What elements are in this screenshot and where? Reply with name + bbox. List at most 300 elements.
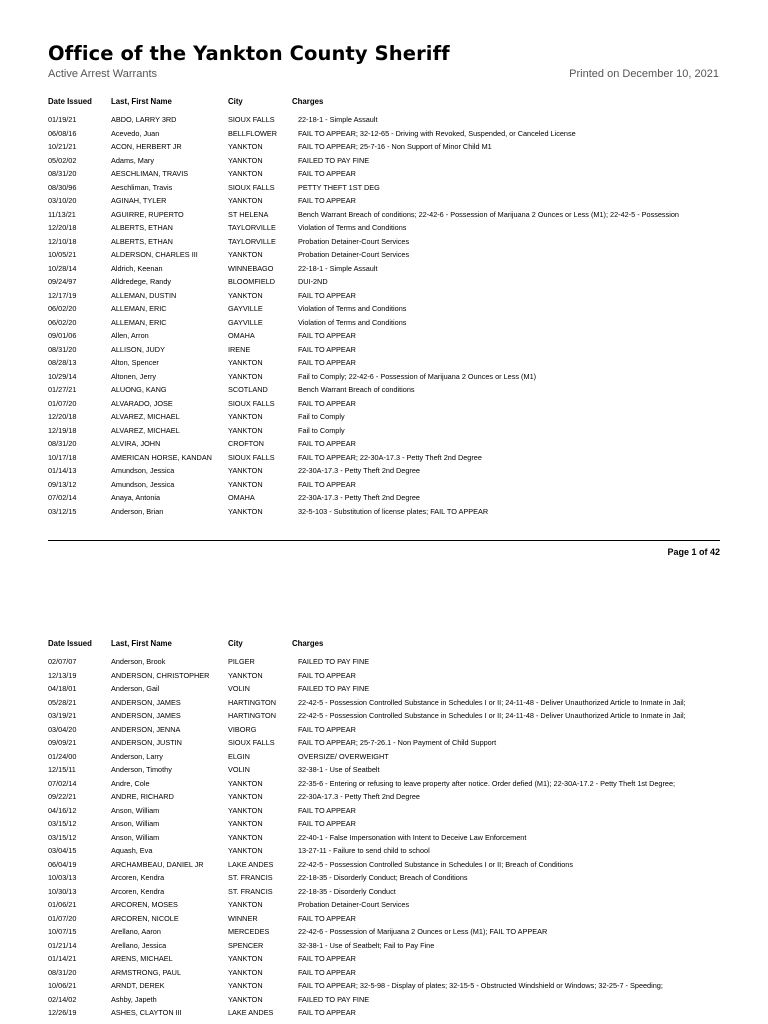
city-cell: YANKTON <box>228 142 263 151</box>
charges-cell: DUI-2ND <box>298 277 328 286</box>
date-issued-cell: 08/31/20 <box>48 439 77 448</box>
date-issued-cell: 06/02/20 <box>48 304 77 313</box>
date-issued-cell: 01/19/21 <box>48 115 77 124</box>
charges-cell: Probation Detainer-Court Services <box>298 250 410 259</box>
city-cell: YANKTON <box>228 466 263 475</box>
table-row <box>0 912 768 926</box>
charges-cell: 22-42-5 - Possession Controlled Substance in Schedules I or II; 24-11-48 - Deliver Unauthorized Article to Inmate in Jail; <box>298 711 686 720</box>
charges-cell: FAIL TO APPEAR <box>298 805 356 815</box>
name-cell: Anderson, Gail <box>111 684 160 693</box>
charges-cell: 22-40-1 - False Impersonation with Intent to Deceive Law Enforcement <box>298 832 527 842</box>
charges-cell: FAIL TO APPEAR; 25-7-16 - Non Support of Minor Child M1 <box>298 142 492 151</box>
city-cell: VOLIN <box>228 765 250 774</box>
date-issued-cell: 03/10/20 <box>48 196 77 205</box>
date-issued-cell: 01/24/00 <box>48 751 77 761</box>
charges-cell: FAIL TO APPEAR; 32-5-98 - Display of plates; 32-15-5 - Obstructed Windshield or Windows; 32-25-7 - Speeding; <box>298 981 663 990</box>
charges-cell: FAILED TO PAY FINE <box>298 657 370 666</box>
name-cell: ANDERSON, JENNA <box>111 724 181 734</box>
column-header-date: Date Issued <box>48 96 92 106</box>
name-cell: Allen, Arron <box>111 331 149 340</box>
table-row <box>0 966 768 980</box>
charges-cell: Probation Detainer-Court Services <box>298 236 410 246</box>
name-cell: Aeschliman, Travis <box>111 182 173 192</box>
city-cell: SIOUX FALLS <box>228 115 275 124</box>
charges-cell: 13-27-11 - Failure to send child to school <box>298 846 430 855</box>
charges-cell: 22-35-6 - Entering or refusing to leave property after notice. Order defied (M1); 22-30A-17.2 - Petty Theft 1st Degree; <box>298 778 676 788</box>
date-issued-cell: 08/31/20 <box>48 169 77 178</box>
city-cell: TAYLORVILLE <box>228 236 276 246</box>
city-cell: GAYVILLE <box>228 317 263 327</box>
charges-cell: FAIL TO APPEAR <box>298 398 356 408</box>
date-issued-cell: 12/15/11 <box>48 765 76 774</box>
name-cell: ALLEMAN, ERIC <box>111 304 167 313</box>
date-issued-cell: 01/27/21 <box>48 385 77 394</box>
charges-cell: FAILED TO PAY FINE <box>298 994 370 1004</box>
name-cell: Amundson, Jessica <box>111 466 175 475</box>
date-issued-cell: 05/28/21 <box>48 697 77 707</box>
city-cell: YANKTON <box>228 805 263 815</box>
charges-cell: FAIL TO APPEAR; 22-30A-17.3 - Petty Theft 2nd Degree <box>298 452 482 462</box>
city-cell: YANKTON <box>228 155 263 165</box>
report-title: Office of the Yankton County Sheriff <box>48 42 450 65</box>
table-row <box>0 329 768 343</box>
table-row <box>0 858 768 872</box>
table-row <box>0 790 768 804</box>
city-cell: GAYVILLE <box>228 304 263 313</box>
city-cell: SIOUX FALLS <box>228 452 275 462</box>
table-row <box>0 709 768 723</box>
city-cell: ST. FRANCIS <box>228 886 273 896</box>
charges-cell: FAIL TO APPEAR <box>298 670 356 680</box>
table-row <box>0 451 768 465</box>
date-issued-cell: 11/13/21 <box>48 209 76 219</box>
name-cell: ABDO, LARRY 3RD <box>111 115 177 124</box>
table-row <box>0 885 768 899</box>
name-cell: AGUIRRE, RUPERTO <box>111 209 184 219</box>
date-issued-cell: 01/14/13 <box>48 466 77 475</box>
charges-cell: 32-38-1 - Use of Seatbelt; Fail to Pay Fine <box>298 940 435 950</box>
city-cell: YANKTON <box>228 196 263 205</box>
column-header-charges: Charges <box>292 96 324 106</box>
table-row <box>0 221 768 235</box>
table-row <box>0 248 768 262</box>
charges-cell: FAIL TO APPEAR <box>298 954 356 963</box>
name-cell: ARENS, MICHAEL <box>111 954 173 963</box>
city-cell: MERCEDES <box>228 927 270 936</box>
table-row <box>0 777 768 791</box>
table-row <box>0 356 768 370</box>
city-cell: PILGER <box>228 657 255 666</box>
date-issued-cell: 12/13/19 <box>48 670 77 680</box>
date-issued-cell: 03/04/20 <box>48 724 77 734</box>
name-cell: Alton, Spencer <box>111 358 159 367</box>
date-issued-cell: 08/30/96 <box>48 182 77 192</box>
name-cell: ARCOREN, MOSES <box>111 900 178 909</box>
table-row <box>0 316 768 330</box>
name-cell: ANDERSON, JAMES <box>111 697 181 707</box>
table-row <box>0 383 768 397</box>
city-cell: ELGIN <box>228 751 250 761</box>
table-row <box>0 655 768 669</box>
name-cell: ALBERTS, ETHAN <box>111 236 173 246</box>
city-cell: TAYLORVILLE <box>228 223 276 232</box>
charges-cell: 22-18-35 - Disorderly Conduct; Breach of Conditions <box>298 873 468 882</box>
city-cell: IRENE <box>228 344 251 354</box>
table-row <box>0 682 768 696</box>
name-cell: ALDERSON, CHARLES III <box>111 250 198 259</box>
charges-cell: 22-42-5 - Possession Controlled Substance in Schedules I or II; Breach of Conditions <box>298 859 574 869</box>
name-cell: Alldredege, Randy <box>111 277 172 286</box>
table-row <box>0 669 768 683</box>
charges-cell: 22-42-5 - Possession Controlled Substance in Schedules I or II; 24-11-48 - Deliver Unauthorized Article to Inmate in Jail; <box>298 697 686 707</box>
name-cell: ALVAREZ, MICHAEL <box>111 425 180 435</box>
date-issued-cell: 10/30/13 <box>48 886 77 896</box>
table-row <box>0 925 768 939</box>
name-cell: ALVARADO, JOSE <box>111 398 173 408</box>
name-cell: Altonen, Jerry <box>111 371 157 381</box>
table-row <box>0 478 768 492</box>
date-issued-cell: 06/08/16 <box>48 128 77 138</box>
name-cell: AGINAH, TYLER <box>111 196 167 205</box>
table-row <box>0 194 768 208</box>
column-header-date: Date Issued <box>48 638 92 648</box>
city-cell: ST HELENA <box>228 209 269 219</box>
date-issued-cell: 09/13/12 <box>48 479 77 489</box>
table-row <box>0 262 768 276</box>
table-row <box>0 993 768 1007</box>
city-cell: ST. FRANCIS <box>228 873 273 882</box>
charges-cell: 22-42-6 - Possession of Marijuana 2 Ounces or Less (M1); FAIL TO APPEAR <box>298 927 548 936</box>
table-row <box>0 424 768 438</box>
charges-cell: Violation of Terms and Conditions <box>298 304 407 313</box>
charges-cell: Bench Warrant Breach of conditions; 22-42-6 - Possession of Marijuana 2 Ounces or Less (M1); 22-42-5 - Possession <box>298 209 679 219</box>
city-cell: YANKTON <box>228 250 263 259</box>
name-cell: Arcoren, Kendra <box>111 886 165 896</box>
date-issued-cell: 12/26/19 <box>48 1008 77 1017</box>
table-row <box>0 736 768 750</box>
name-cell: ANDERSON, JAMES <box>111 711 181 720</box>
report-page-2 <box>0 575 768 1024</box>
table-row <box>0 491 768 505</box>
charges-cell: Violation of Terms and Conditions <box>298 317 407 327</box>
city-cell: LAKE ANDES <box>228 1008 274 1017</box>
charges-cell: FAIL TO APPEAR <box>298 196 356 205</box>
date-issued-cell: 08/31/20 <box>48 967 77 977</box>
name-cell: Anson, William <box>111 832 160 842</box>
charges-cell: 22-18-1 - Simple Assault <box>298 115 378 124</box>
name-cell: Aldrich, Keenan <box>111 263 163 273</box>
table-row <box>0 696 768 710</box>
city-cell: YANKTON <box>228 981 263 990</box>
charges-cell: FAIL TO APPEAR <box>298 1008 356 1017</box>
date-issued-cell: 03/15/12 <box>48 819 77 828</box>
charges-cell: Fail to Comply <box>298 412 345 421</box>
table-row <box>0 167 768 181</box>
city-cell: VOLIN <box>228 684 250 693</box>
date-issued-cell: 07/02/14 <box>48 778 77 788</box>
date-issued-cell: 10/07/15 <box>48 927 77 936</box>
name-cell: Anderson, Brook <box>111 657 166 666</box>
date-issued-cell: 10/17/18 <box>48 452 77 462</box>
date-issued-cell: 01/21/14 <box>48 940 77 950</box>
city-cell: YANKTON <box>228 425 263 435</box>
warrant-table <box>0 113 768 518</box>
city-cell: YANKTON <box>228 412 263 421</box>
date-issued-cell: 10/21/21 <box>48 142 77 151</box>
city-cell: YANKTON <box>228 832 263 842</box>
city-cell: VIBORG <box>228 724 257 734</box>
column-header-charges: Charges <box>292 638 324 648</box>
name-cell: ACON, HERBERT JR <box>111 142 182 151</box>
charges-cell: Bench Warrant Breach of conditions <box>298 385 415 394</box>
name-cell: Aquash, Eva <box>111 846 153 855</box>
city-cell: OMAHA <box>228 331 255 340</box>
date-issued-cell: 12/10/18 <box>48 236 77 246</box>
city-cell: YANKTON <box>228 169 263 178</box>
city-cell: BLOOMFIELD <box>228 277 276 286</box>
table-row <box>0 1006 768 1020</box>
date-issued-cell: 12/20/18 <box>48 412 77 421</box>
date-issued-cell: 04/16/12 <box>48 805 77 815</box>
name-cell: ARMSTRONG, PAUL <box>111 967 182 977</box>
charges-cell: 22-30A-17.3 - Petty Theft 2nd Degree <box>298 493 420 502</box>
charges-cell: FAIL TO APPEAR <box>298 169 356 178</box>
name-cell: ARCOREN, NICOLE <box>111 913 179 923</box>
table-row <box>0 505 768 519</box>
name-cell: AMERICAN HORSE, KANDAN <box>111 452 212 462</box>
table-row <box>0 979 768 993</box>
column-header-name: Last, First Name <box>111 96 172 106</box>
name-cell: ANDRE, RICHARD <box>111 792 174 801</box>
city-cell: YANKTON <box>228 290 263 300</box>
charges-cell: FAIL TO APPEAR; 25-7-26.1 - Non Payment of Child Support <box>298 738 497 747</box>
date-issued-cell: 06/04/19 <box>48 859 77 869</box>
date-issued-cell: 02/14/02 <box>48 994 77 1004</box>
table-row <box>0 817 768 831</box>
name-cell: ALVIRA, JOHN <box>111 439 161 448</box>
charges-cell: FAIL TO APPEAR <box>298 358 356 367</box>
date-issued-cell: 10/28/14 <box>48 263 77 273</box>
charges-cell: FAIL TO APPEAR <box>298 967 356 977</box>
table-row <box>0 410 768 424</box>
charges-cell: 22-30A-17.3 - Petty Theft 2nd Degree <box>298 792 420 801</box>
date-issued-cell: 03/19/21 <box>48 711 77 720</box>
table-row <box>0 831 768 845</box>
table-row <box>0 723 768 737</box>
table-row <box>0 275 768 289</box>
name-cell: Ashby, Japeth <box>111 994 157 1004</box>
name-cell: ALLISON, JUDY <box>111 344 165 354</box>
table-row <box>0 208 768 222</box>
table-row <box>0 871 768 885</box>
city-cell: YANKTON <box>228 994 263 1004</box>
date-issued-cell: 10/05/21 <box>48 250 77 259</box>
charges-cell: FAILED TO PAY FINE <box>298 684 370 693</box>
city-cell: WINNEBAGO <box>228 263 274 273</box>
date-issued-cell: 09/24/97 <box>48 277 77 286</box>
date-issued-cell: 10/29/14 <box>48 371 77 381</box>
city-cell: HARTINGTON <box>228 697 276 707</box>
charges-cell: FAIL TO APPEAR <box>298 344 356 354</box>
date-issued-cell: 10/06/21 <box>48 981 77 990</box>
city-cell: YANKTON <box>228 670 263 680</box>
date-issued-cell: 02/07/07 <box>48 657 77 666</box>
date-issued-cell: 08/31/20 <box>48 344 77 354</box>
city-cell: YANKTON <box>228 846 263 855</box>
name-cell: Acevedo, Juan <box>111 128 160 138</box>
charges-cell: FAIL TO APPEAR <box>298 913 356 923</box>
charges-cell: FAIL TO APPEAR <box>298 819 356 828</box>
name-cell: Anderson, Timothy <box>111 765 172 774</box>
table-row <box>0 397 768 411</box>
charges-cell: 22-30A-17.3 - Petty Theft 2nd Degree <box>298 466 420 475</box>
city-cell: OMAHA <box>228 493 255 502</box>
charges-cell: FAIL TO APPEAR <box>298 724 356 734</box>
date-issued-cell: 08/28/13 <box>48 358 77 367</box>
table-row <box>0 763 768 777</box>
charges-cell: Fail to Comply <box>298 425 345 435</box>
date-issued-cell: 01/06/21 <box>48 900 77 909</box>
name-cell: ASHES, CLAYTON III <box>111 1008 182 1017</box>
name-cell: Amundson, Jessica <box>111 479 175 489</box>
date-issued-cell: 01/14/21 <box>48 954 77 963</box>
date-issued-cell: 07/02/14 <box>48 493 77 502</box>
name-cell: ANDERSON, CHRISTOPHER <box>111 670 210 680</box>
city-cell: SPENCER <box>228 940 264 950</box>
date-issued-cell: 05/02/02 <box>48 155 77 165</box>
charges-cell: FAIL TO APPEAR; 32-12-65 - Driving with Revoked, Suspended, or Canceled License <box>298 128 576 138</box>
city-cell: YANKTON <box>228 778 263 788</box>
charges-cell: FAIL TO APPEAR <box>298 479 356 489</box>
city-cell: SIOUX FALLS <box>228 182 275 192</box>
name-cell: Anson, William <box>111 819 160 828</box>
city-cell: YANKTON <box>228 479 263 489</box>
charges-cell: Probation Detainer-Court Services <box>298 900 410 909</box>
city-cell: CROFTON <box>228 439 264 448</box>
date-issued-cell: 12/19/18 <box>48 425 77 435</box>
city-cell: LAKE ANDES <box>228 859 274 869</box>
table-row <box>0 181 768 195</box>
table-row <box>0 289 768 303</box>
table-row <box>0 898 768 912</box>
name-cell: ALBERTS, ETHAN <box>111 223 173 232</box>
city-cell: SIOUX FALLS <box>228 398 275 408</box>
charges-cell: Violation of Terms and Conditions <box>298 223 407 232</box>
charges-cell: 22-18-35 - Disorderly Conduct <box>298 886 396 896</box>
date-issued-cell: 03/12/15 <box>48 506 77 516</box>
table-row <box>0 844 768 858</box>
name-cell: ARCHAMBEAU, DANIEL JR <box>111 859 204 869</box>
name-cell: Anderson, Brian <box>111 506 164 516</box>
table-row <box>0 343 768 357</box>
table-row <box>0 235 768 249</box>
page-divider <box>48 540 720 541</box>
charges-cell: FAIL TO APPEAR <box>298 439 356 448</box>
date-issued-cell: 04/18/01 <box>48 684 77 693</box>
date-issued-cell: 09/01/06 <box>48 331 77 340</box>
report-subtitle: Active Arrest Warrants <box>48 68 158 80</box>
city-cell: HARTINGTON <box>228 711 276 720</box>
page-number: Page 1 of 42 <box>667 547 720 557</box>
city-cell: YANKTON <box>228 358 263 367</box>
table-row <box>0 127 768 141</box>
charges-cell: FAIL TO APPEAR <box>298 290 356 300</box>
table-row <box>0 464 768 478</box>
date-issued-cell: 10/03/13 <box>48 873 77 882</box>
name-cell: Arellano, Jessica <box>111 940 167 950</box>
charges-cell: FAIL TO APPEAR <box>298 331 356 340</box>
table-row <box>0 437 768 451</box>
charges-cell: 32-38-1 - Use of Seatbelt <box>298 765 380 774</box>
city-cell: SCOTLAND <box>228 385 268 394</box>
table-row <box>0 154 768 168</box>
name-cell: ALVAREZ, MICHAEL <box>111 412 180 421</box>
table-row <box>0 804 768 818</box>
charges-cell: OVERSIZE/ OVERWEIGHT <box>298 751 389 761</box>
city-cell: YANKTON <box>228 967 263 977</box>
date-issued-cell: 09/22/21 <box>48 792 77 801</box>
city-cell: YANKTON <box>228 954 263 963</box>
charges-cell: PETTY THEFT 1ST DEG <box>298 182 380 192</box>
city-cell: YANKTON <box>228 819 263 828</box>
name-cell: Anderson, Larry <box>111 751 163 761</box>
column-header-name: Last, First Name <box>111 638 172 648</box>
name-cell: ARNDT, DEREK <box>111 981 165 990</box>
name-cell: AESCHLIMAN, TRAVIS <box>111 169 189 178</box>
name-cell: Adams, Mary <box>111 155 154 165</box>
name-cell: Andre, Cole <box>111 778 150 788</box>
table-row <box>0 140 768 154</box>
table-row <box>0 952 768 966</box>
table-row <box>0 302 768 316</box>
name-cell: Anson, William <box>111 805 160 815</box>
charges-cell: 32-5-103 - Substitution of license plates; FAIL TO APPEAR <box>298 506 489 516</box>
table-row <box>0 113 768 127</box>
city-cell: YANKTON <box>228 900 263 909</box>
name-cell: Arellano, Aaron <box>111 927 161 936</box>
city-cell: YANKTON <box>228 371 263 381</box>
printed-date: Printed on December 10, 2021 <box>569 68 719 80</box>
city-cell: WINNER <box>228 913 258 923</box>
name-cell: Arcoren, Kendra <box>111 873 165 882</box>
city-cell: YANKTON <box>228 506 263 516</box>
table-row <box>0 370 768 384</box>
name-cell: ALLEMAN, ERIC <box>111 317 167 327</box>
name-cell: Anaya, Antonia <box>111 493 161 502</box>
table-row <box>0 750 768 764</box>
city-cell: BELLFLOWER <box>228 128 278 138</box>
date-issued-cell: 12/17/19 <box>48 290 77 300</box>
name-cell: ALUONG, KANG <box>111 385 167 394</box>
date-issued-cell: 01/07/20 <box>48 913 77 923</box>
column-header-city: City <box>228 638 243 648</box>
city-cell: YANKTON <box>228 792 263 801</box>
date-issued-cell: 03/15/12 <box>48 832 77 842</box>
date-issued-cell: 06/02/20 <box>48 317 77 327</box>
warrant-table <box>0 655 768 1020</box>
date-issued-cell: 01/07/20 <box>48 398 77 408</box>
column-header-city: City <box>228 96 243 106</box>
date-issued-cell: 09/09/21 <box>48 738 77 747</box>
charges-cell: Fail to Comply; 22-42-6 - Possession of Marijuana 2 Ounces or Less (M1) <box>298 371 537 381</box>
charges-cell: 22-18-1 - Simple Assault <box>298 263 378 273</box>
charges-cell: FAILED TO PAY FINE <box>298 155 370 165</box>
date-issued-cell: 03/04/15 <box>48 846 77 855</box>
table-row <box>0 939 768 953</box>
date-issued-cell: 12/20/18 <box>48 223 77 232</box>
name-cell: ALLEMAN, DUSTIN <box>111 290 177 300</box>
name-cell: ANDERSON, JUSTIN <box>111 738 182 747</box>
